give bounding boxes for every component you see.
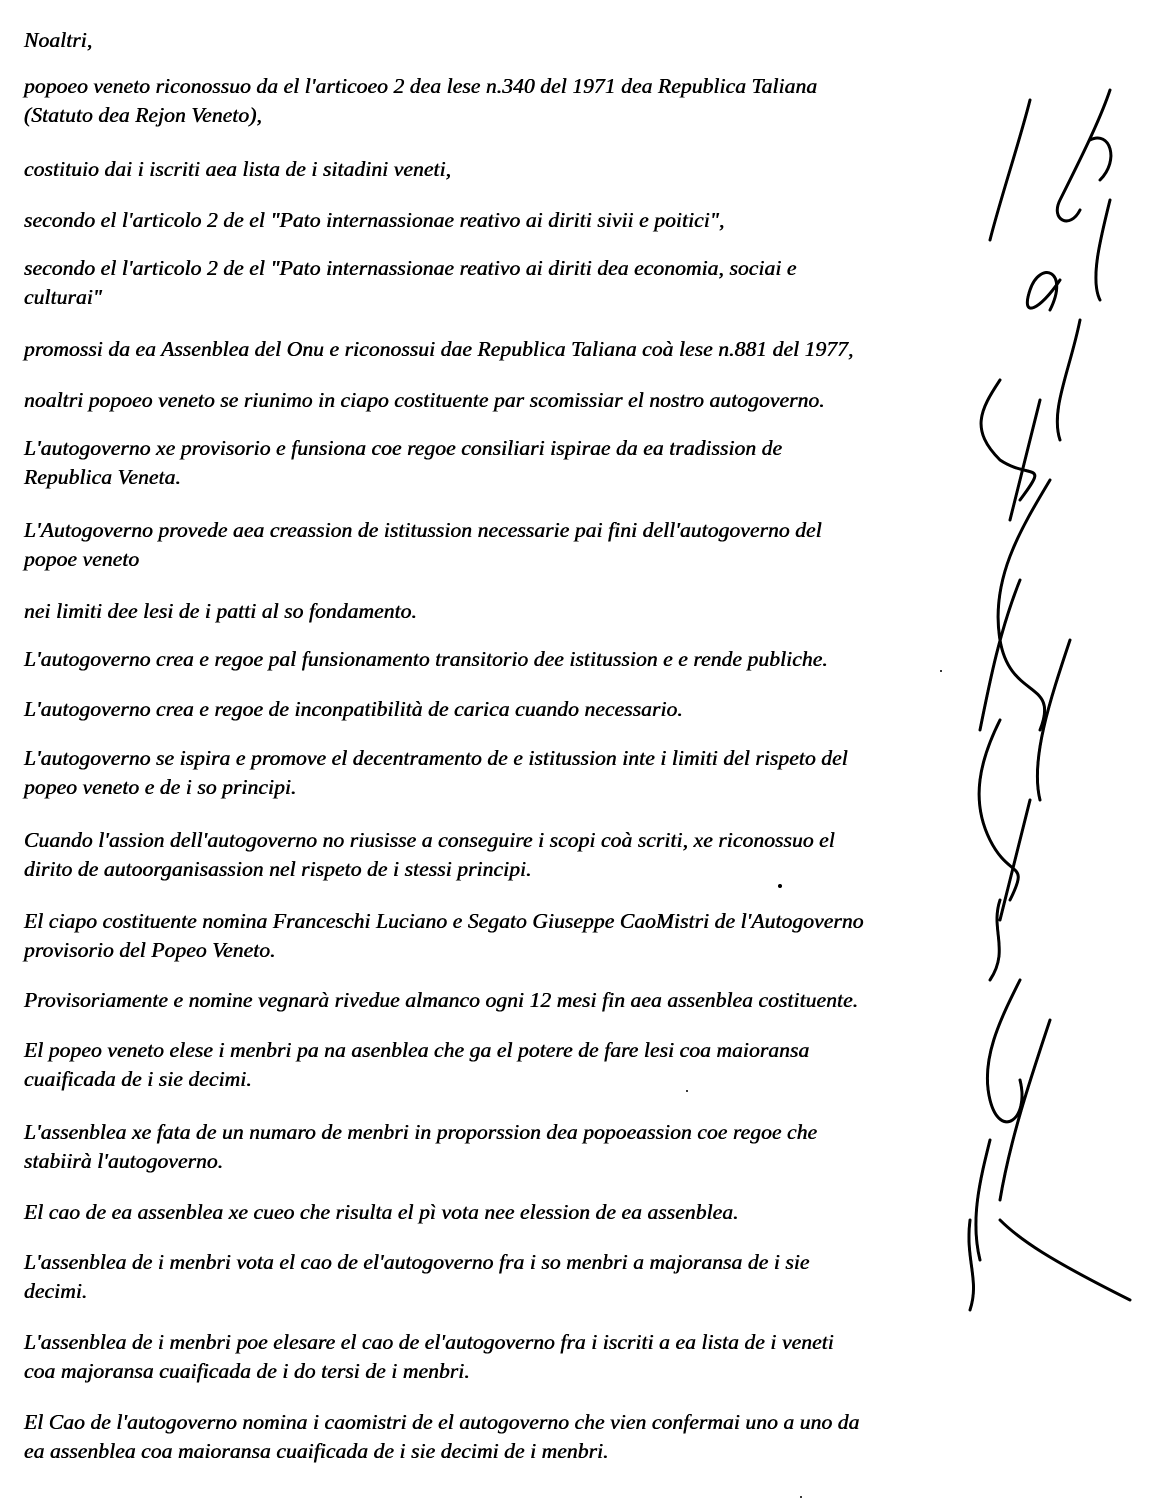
paragraph-8: L'Autogoverno provede aea creassion de istitussion necessarie pai fini dell'autogoverno del popoe veneto — [24, 518, 822, 571]
paragraph-15: Provisoriamente e nomine vegnarà rivedue almanco ogni 12 mesi fin aea assenblea costituente. — [24, 988, 859, 1012]
scan-speck — [940, 670, 942, 672]
paragraph-4: secondo el l'articolo 2 de el "Pato internassionae reativo ai diriti dea economia, sociai e culturai" — [24, 256, 797, 309]
paragraph-1: popoeo veneto riconossuo da el l'articoeo 2 dea lese n.340 del 1971 dea Republica Taliana (Statuto dea Rejon Veneto), — [24, 74, 818, 127]
scan-speck — [686, 1090, 688, 1092]
paragraph-3: secondo el l'articolo 2 de el "Pato internassionae reativo ai diriti sivii e poitici", — [24, 208, 725, 232]
paragraph-6: noaltri popoeo veneto se riunimo in ciapo costituente par scomissiar el nostro autogoverno. — [24, 388, 825, 412]
paragraph-14: El ciapo costituente nomina Franceschi Luciano e Segato Giuseppe CaoMistri de l'Autogoverno provisorio del Popeo Veneto. — [24, 909, 864, 962]
scan-speck — [800, 1496, 802, 1498]
paragraph-20: L'assenblea de i menbri poe elesare el cao de el'autogoverno fra i iscriti a ea lista de i veneti coa majoransa cuaificada de i do tersi de i menbri. — [24, 1330, 834, 1383]
paragraph-21: El Cao de l'autogoverno nomina i caomistri de el autogoverno che vien confermai uno a uno da ea assenblea coa maioransa cuaificada de i sie decimi de i menbri. — [24, 1410, 860, 1463]
paragraph-12: L'autogoverno se ispira e promove el decentramento de e istitussion inte i limiti del rispeto del popeo veneto e de i so principi. — [24, 746, 848, 799]
paragraph-19: L'assenblea de i menbri vota el cao de el'autogoverno fra i so menbri a majoransa de i sie decimi. — [24, 1250, 810, 1303]
paragraph-18: El cao de ea assenblea xe cueo che risulta el pì vota nee elession de ea assenblea. — [24, 1200, 739, 1224]
paragraph-9: nei limiti dee lesi de i patti al so fondamento. — [24, 599, 417, 623]
paragraph-13: Cuando l'assion dell'autogoverno no riusisse a conseguire i scopi coà scriti, xe riconossuo el dirito de autoorganisassion nel rispeto de i stessi principi. — [24, 828, 835, 881]
paragraph-10: L'autogoverno crea e regoe pal funsionamento transitorio dee istitussion e e rende publiche. — [24, 647, 828, 671]
scan-speck — [778, 884, 782, 888]
paragraph-greeting: Noaltri, — [24, 28, 93, 52]
paragraph-5: promossi da ea Assenblea del Onu e riconossui dae Republica Taliana coà lese n.881 del 1977, — [24, 337, 854, 361]
paragraph-2: costituio dai i iscriti aea lista de i sitadini veneti, — [24, 157, 452, 181]
paragraph-7: L'autogoverno xe provisorio e funsiona coe regoe consiliari ispirae da ea tradission de Republica Veneta. — [24, 436, 783, 489]
paragraph-16: El popeo veneto elese i menbri pa na asenblea che ga el potere de fare lesi coa maioransa cuaificada de i sie decimi. — [24, 1038, 810, 1091]
handwritten-signature-icon — [960, 80, 1140, 1320]
paragraph-11: L'autogoverno crea e regoe de inconpatibilità de carica cuando necessario. — [24, 697, 683, 721]
paragraph-17: L'assenblea xe fata de un numaro de menbri in proporssion dea popoeassion coe regoe che stabiirà l'autogoverno. — [24, 1120, 818, 1173]
